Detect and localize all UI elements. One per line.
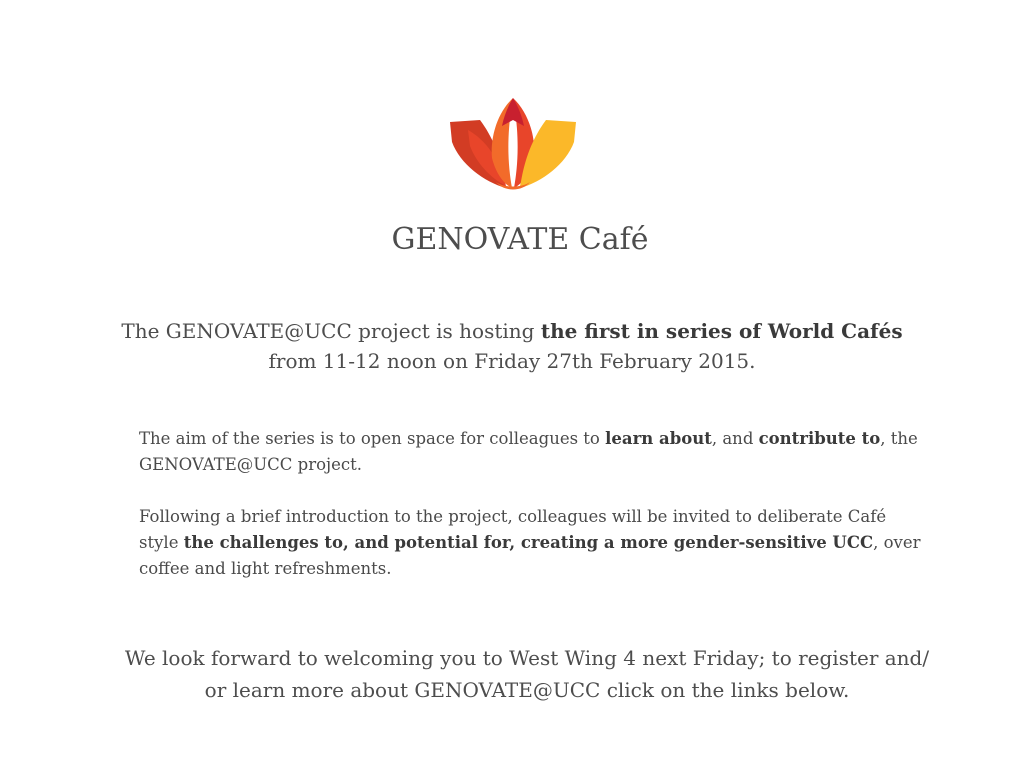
intro-line-1	[0, 316, 1024, 346]
closing-line-2: or learn more about GENOVATE@UCC click on the links below.	[204, 678, 850, 702]
lotus-flower-logo-svg	[446, 96, 580, 204]
intro-line-1-text: The GENOVATE@UCC project is hosting	[121, 319, 541, 343]
introduction-line-1: Following a brief introduction to the project, colleagues will be invited to deliberate Café	[139, 507, 887, 526]
aim-line-1-e: , the	[880, 429, 918, 448]
aim-line-1	[139, 426, 959, 452]
aim-contribute-to-bold: contribute to	[758, 429, 881, 448]
introduction-challenges-bold: the challenges to, and potential for, creating a more gender-sensitive UCC	[183, 533, 874, 552]
intro-text	[0, 316, 1024, 376]
closing-line-1: We look forward to welcoming you to West Wing 4 next Friday; to register and/	[124, 646, 930, 670]
introduction-line-2-a: style	[139, 533, 184, 552]
aim-line-2: GENOVATE@UCC project.	[139, 455, 363, 474]
introduction-line-2	[139, 530, 959, 556]
introduction-line-3: coffee and light refreshments.	[139, 559, 392, 578]
aim-line-1-c: , and	[711, 429, 759, 448]
lotus-flower-logo-icon	[446, 96, 580, 204]
aim-learn-about-bold: learn about	[605, 429, 712, 448]
page-title: GENOVATE Café	[391, 222, 649, 257]
closing-text	[0, 642, 1024, 706]
intro-line-1-bold: the first in series of World Cafés	[540, 319, 903, 343]
aim-paragraph	[139, 426, 959, 478]
aim-line-1-a: The aim of the series is to open space for colleagues to	[139, 429, 606, 448]
introduction-line-2-c: , over	[873, 533, 921, 552]
intro-line-2: from 11-12 noon on Friday 27th February 2015.	[268, 349, 756, 373]
introduction-paragraph	[139, 504, 959, 582]
